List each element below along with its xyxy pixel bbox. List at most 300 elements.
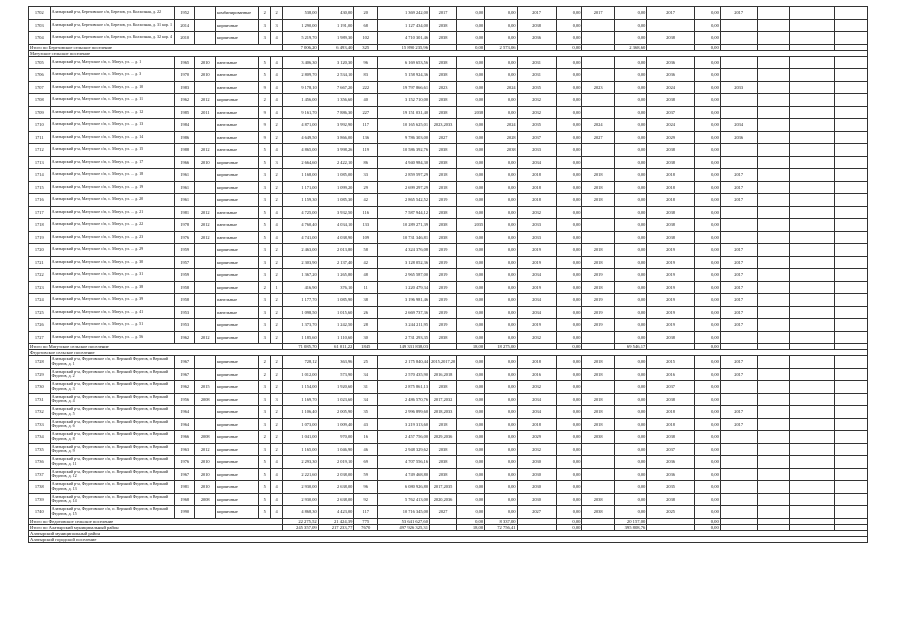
repair-year: 2015 xyxy=(195,381,216,394)
build-year: 1957 xyxy=(174,256,195,269)
living-area: 2 013,80 xyxy=(318,244,354,257)
value-8: 0,00 xyxy=(694,443,720,456)
subtotal-v1: 18,00 xyxy=(457,344,485,350)
empty-cell xyxy=(835,19,868,32)
value-5 xyxy=(582,94,614,107)
entrances: 3 xyxy=(271,156,283,169)
repair-cost: 5 158 924,36 xyxy=(378,69,430,82)
value-6: 0,00 xyxy=(614,306,646,319)
repair-year xyxy=(195,244,216,257)
value-4: 0,00 xyxy=(556,281,582,294)
build-year: 1967 xyxy=(174,356,195,369)
wall-material: кирпичные xyxy=(216,443,259,456)
empty-cell xyxy=(757,256,789,269)
subtotal-v4: 0,00 xyxy=(556,344,582,350)
living-area: 1 046,90 xyxy=(318,443,354,456)
address-cell: Алатырский р-н, Матузское с/п, с. Матуз, ул. ... д. 18 xyxy=(50,169,174,182)
value-9 xyxy=(720,206,757,219)
value-4: 0,00 xyxy=(556,194,582,207)
value-2: 0,00 xyxy=(485,56,517,69)
entrances: 4 xyxy=(271,206,283,219)
row-number: 1717 xyxy=(29,206,51,219)
subtotal-v4: 0,00 xyxy=(556,518,582,524)
value-9 xyxy=(720,456,757,469)
value-2: 0,00 xyxy=(485,481,517,494)
entrances: 4 xyxy=(271,468,283,481)
entrances: 2 xyxy=(271,131,283,144)
value-8: 0,00 xyxy=(694,194,720,207)
address-cell: Алатырский р-н, Матузское с/п, с. Матуз, ул. ... д. 41 xyxy=(50,306,174,319)
empty-cell xyxy=(757,32,789,45)
repair-cost: 10 289 271,39 xyxy=(378,219,430,232)
wall-material: кирпичные xyxy=(216,169,259,182)
value-8: 0,00 xyxy=(694,32,720,45)
value-8: 0,00 xyxy=(694,94,720,107)
floors: 5 xyxy=(259,156,271,169)
floors: 3 xyxy=(259,306,271,319)
empty-cell xyxy=(757,156,789,169)
row-number: 1713 xyxy=(29,156,51,169)
planned-year: 2038 xyxy=(430,19,457,32)
wall-material: кирпичные xyxy=(216,468,259,481)
empty-cell xyxy=(757,456,789,469)
empty-cell xyxy=(835,406,868,419)
value-7: 2019 xyxy=(647,319,695,332)
value-8: 0,00 xyxy=(694,306,720,319)
empty-cell xyxy=(757,144,789,157)
table-row xyxy=(29,219,868,232)
living-area: 3 932,50 xyxy=(318,206,354,219)
row-number: 1702 xyxy=(29,7,51,20)
row-number: 1706 xyxy=(29,69,51,82)
value-1: 0,00 xyxy=(457,381,485,394)
value-8: 0,00 xyxy=(694,231,720,244)
floors: 3 xyxy=(259,256,271,269)
entrances: 2 xyxy=(271,119,283,132)
address-cell: Алатырский р-н, Федотовское с/п, п. Верхний Федотов, п Верхний Федотов, д. 12 xyxy=(50,468,174,481)
floors: 5 xyxy=(259,219,271,232)
value-8: 0,00 xyxy=(694,393,720,406)
repair-year: 2010 xyxy=(195,69,216,82)
living-area: 7 886,30 xyxy=(318,106,354,119)
row-number: 1705 xyxy=(29,56,51,69)
residents: 83 xyxy=(354,69,378,82)
subtotal-s1: 22 275,52 xyxy=(283,518,319,524)
value-7: 2038 xyxy=(647,393,695,406)
build-year: 1953 xyxy=(174,306,195,319)
address-cell: Алатырский р-н, Федотовское с/п, п. Верхний Федотов, п Верхний Федотов, д. 4 xyxy=(50,393,174,406)
living-area: 4 034,10 xyxy=(318,219,354,232)
living-area: 1 265,80 xyxy=(318,269,354,282)
value-5: 2017 xyxy=(582,7,614,20)
address-cell: Алатырский р-н, Матузское с/п, с. Матуз, ул. ... д. 38 xyxy=(50,281,174,294)
value-5: 2018 xyxy=(582,244,614,257)
value-8: 0,00 xyxy=(694,169,720,182)
floors: 5 xyxy=(259,144,271,157)
entrances: 2 xyxy=(271,306,283,319)
value-1: 0,00 xyxy=(457,481,485,494)
total-area: 4 725,00 xyxy=(283,206,319,219)
value-2: 0,00 xyxy=(485,32,517,45)
value-1: 0,00 xyxy=(457,244,485,257)
value-5 xyxy=(582,468,614,481)
wall-material: кирпичные xyxy=(216,368,259,381)
total-area: 4 865,00 xyxy=(283,144,319,157)
empty-cell xyxy=(789,493,834,506)
residents: 43 xyxy=(354,418,378,431)
subtotal-p: 1845 xyxy=(354,344,378,350)
value-8: 0,00 xyxy=(694,468,720,481)
living-area: 2 038,00 xyxy=(318,468,354,481)
value-5: 2024 xyxy=(582,119,614,132)
total-area: 1 041,00 xyxy=(283,431,319,444)
value-6: 0,00 xyxy=(614,81,646,94)
value-5 xyxy=(582,206,614,219)
value-7: 2015 xyxy=(647,356,695,369)
value-7: 2038 xyxy=(647,144,695,157)
value-5: 2038 xyxy=(582,506,614,519)
value-4: 0,00 xyxy=(556,181,582,194)
value-8: 0,00 xyxy=(694,381,720,394)
living-area: 2 019,10 xyxy=(318,456,354,469)
value-6: 0,00 xyxy=(614,356,646,369)
planned-year: 2019 xyxy=(430,244,457,257)
empty-cell xyxy=(789,431,834,444)
floors: 5 xyxy=(259,231,271,244)
value-8: 0,00 xyxy=(694,456,720,469)
wall-material: комбинированные xyxy=(216,7,259,20)
address-cell: Алатырский р-н, Матузское с/п, с. Матуз, ул. ... д. 19 xyxy=(50,181,174,194)
value-8: 0,00 xyxy=(694,131,720,144)
value-6: 0,00 xyxy=(614,256,646,269)
living-area: 430,00 xyxy=(318,7,354,20)
living-area: 1 110,60 xyxy=(318,331,354,344)
subtotal-v2: 72 756,41 xyxy=(485,524,517,530)
empty-cell xyxy=(789,281,834,294)
empty-cell xyxy=(757,56,789,69)
entrances: 2 xyxy=(271,194,283,207)
wall-material: панельные xyxy=(216,56,259,69)
value-1: 0,00 xyxy=(457,443,485,456)
total-area: 4 649,50 xyxy=(283,131,319,144)
empty-cell xyxy=(789,393,834,406)
value-5: 2018 xyxy=(582,281,614,294)
value-1: 0,00 xyxy=(457,281,485,294)
empty-cell xyxy=(789,32,834,45)
value-4: 0,00 xyxy=(556,244,582,257)
wall-material: панельные xyxy=(216,231,259,244)
living-area: 970,00 xyxy=(318,431,354,444)
empty-cell xyxy=(757,381,789,394)
wall-material: кирпичные xyxy=(216,356,259,369)
value-5: 2019 xyxy=(582,294,614,307)
living-area: 3 998,26 xyxy=(318,144,354,157)
row-number: 1709 xyxy=(29,106,51,119)
value-7: 2016 xyxy=(647,368,695,381)
floors: 5 xyxy=(259,69,271,82)
wall-material: панельные xyxy=(216,106,259,119)
value-6: 0,00 xyxy=(614,431,646,444)
repair-year xyxy=(195,356,216,369)
empty-cell xyxy=(757,69,789,82)
value-3: 2037 xyxy=(517,131,556,144)
value-8: 0,00 xyxy=(694,331,720,344)
subtotal-label: Итого по Матузское сельское поселение xyxy=(29,344,283,350)
living-area: 1 085,00 xyxy=(318,169,354,182)
value-7: 2038 xyxy=(647,156,695,169)
floors: 2 xyxy=(259,281,271,294)
value-7: 2038 xyxy=(647,206,695,219)
repair-cost: 7 587 944,12 xyxy=(378,206,430,219)
value-3: 2034 xyxy=(517,156,556,169)
planned-year: 2020,2036 xyxy=(430,493,457,506)
subtotal-label: Итого по Федотовское сельское поселение xyxy=(29,518,283,524)
value-5 xyxy=(582,32,614,45)
row-number: 1708 xyxy=(29,94,51,107)
empty-cell xyxy=(789,69,834,82)
empty-cell xyxy=(789,194,834,207)
wall-material: кирпичные xyxy=(216,194,259,207)
residents: 35 xyxy=(354,406,378,419)
living-area: 1 099,20 xyxy=(318,181,354,194)
row-number: 1739 xyxy=(29,493,51,506)
empty-cell xyxy=(835,443,868,456)
empty-cell xyxy=(757,331,789,344)
build-year: 1953 xyxy=(174,319,195,332)
wall-material: кирпичные xyxy=(216,393,259,406)
planned-year: 2023,2033 xyxy=(430,119,457,132)
empty-cell xyxy=(835,393,868,406)
value-4: 0,00 xyxy=(556,456,582,469)
address-cell: Алатырский р-н, Матузское с/п, с. Матуз, ул. ... д. 22 xyxy=(50,219,174,232)
table-row xyxy=(29,406,868,419)
floors: 3 xyxy=(259,269,271,282)
value-8: 0,00 xyxy=(694,269,720,282)
total-area: 2 930,00 xyxy=(283,493,319,506)
entrances: 3 xyxy=(271,19,283,32)
value-7: 2019 xyxy=(647,269,695,282)
living-area: 2 137,40 xyxy=(318,256,354,269)
value-6: 0,00 xyxy=(614,506,646,519)
repair-year: 2012 xyxy=(195,231,216,244)
living-area: 1 085,90 xyxy=(318,294,354,307)
repair-cost: 3 244 211,95 xyxy=(378,319,430,332)
wall-material: панельные xyxy=(216,144,259,157)
value-3: 2018 xyxy=(517,169,556,182)
value-7: 2019 xyxy=(647,244,695,257)
residents: 86 xyxy=(354,156,378,169)
repair-cost: 4 324 376,08 xyxy=(378,244,430,257)
repair-year xyxy=(195,119,216,132)
total-area: 2 930,00 xyxy=(283,481,319,494)
residents: 69 xyxy=(354,456,378,469)
planned-year: 2023 xyxy=(430,81,457,94)
empty-cell xyxy=(757,7,789,20)
total-area: 4 741,00 xyxy=(283,231,319,244)
table-row xyxy=(29,418,868,431)
empty-cell xyxy=(835,331,868,344)
value-3: 2017 xyxy=(517,7,556,20)
value-6: 0,00 xyxy=(614,406,646,419)
value-5 xyxy=(582,219,614,232)
planned-year: 2019 xyxy=(430,256,457,269)
value-6: 0,00 xyxy=(614,56,646,69)
value-8: 0,00 xyxy=(694,368,720,381)
value-3: 2016 xyxy=(517,368,556,381)
entrances: 2 xyxy=(271,356,283,369)
planned-year: 2038 xyxy=(430,331,457,344)
row-number: 1716 xyxy=(29,194,51,207)
planned-year: 2019 xyxy=(430,281,457,294)
value-4: 0,00 xyxy=(556,431,582,444)
repair-year: 2012 xyxy=(195,144,216,157)
residents: 20 xyxy=(354,7,378,20)
entrances: 4 xyxy=(271,506,283,519)
empty-cell xyxy=(789,269,834,282)
row-number: 1711 xyxy=(29,131,51,144)
value-7: 2038 xyxy=(647,493,695,506)
table-row xyxy=(29,468,868,481)
value-4: 0,00 xyxy=(556,269,582,282)
subtotal-v8: 0,00 xyxy=(694,344,720,350)
empty-cell xyxy=(789,169,834,182)
value-2: 0,00 xyxy=(485,219,517,232)
empty-cell xyxy=(757,194,789,207)
value-4: 0,00 xyxy=(556,144,582,157)
entrances: 2 xyxy=(271,169,283,182)
empty-cell xyxy=(757,181,789,194)
empty-cell xyxy=(757,431,789,444)
living-area: 2 422,10 xyxy=(318,156,354,169)
table-row xyxy=(29,381,868,394)
value-3: 2018 xyxy=(517,418,556,431)
row-number: 1712 xyxy=(29,144,51,157)
table-row xyxy=(29,94,868,107)
residents: 28 xyxy=(354,319,378,332)
value-7: 2038 xyxy=(647,331,695,344)
row-number: 1723 xyxy=(29,281,51,294)
value-8: 0,00 xyxy=(694,493,720,506)
empty-cell xyxy=(789,131,834,144)
build-year: 1964 xyxy=(174,406,195,419)
repair-year xyxy=(195,306,216,319)
row-number: 1731 xyxy=(29,393,51,406)
empty-cell xyxy=(835,56,868,69)
floors: 3 xyxy=(259,169,271,182)
repair-year: 2008 xyxy=(195,493,216,506)
table-row xyxy=(29,81,868,94)
row-number: 1715 xyxy=(29,181,51,194)
entrances: 2 xyxy=(271,431,283,444)
residents: 30 xyxy=(354,331,378,344)
empty-cell xyxy=(789,443,834,456)
total-area: 538,00 xyxy=(283,7,319,20)
value-7: 2037 xyxy=(647,106,695,119)
total-area: 1 165,00 xyxy=(283,443,319,456)
living-area: 3 992,90 xyxy=(318,119,354,132)
value-4: 0,00 xyxy=(556,481,582,494)
table-row xyxy=(29,431,868,444)
section-header-row xyxy=(29,536,868,542)
wall-material: кирпичные xyxy=(216,281,259,294)
value-3: 2031 xyxy=(517,56,556,69)
floors: 9 xyxy=(259,131,271,144)
total-area: 1 373,70 xyxy=(283,319,319,332)
value-3: 2018 xyxy=(517,356,556,369)
value-7: 2036 xyxy=(647,56,695,69)
residents: 33 xyxy=(354,169,378,182)
row-number: 1719 xyxy=(29,231,51,244)
floors: 3 xyxy=(259,418,271,431)
total-area: 3 406,30 xyxy=(283,56,319,69)
empty-cell xyxy=(835,431,868,444)
value-1: 0,00 xyxy=(457,418,485,431)
build-year: 1981 xyxy=(174,481,195,494)
living-area: 363,96 xyxy=(318,356,354,369)
value-9 xyxy=(720,94,757,107)
value-7: 2025 xyxy=(647,506,695,519)
planned-year: 2027 xyxy=(430,131,457,144)
subtotal-v2: 8 337,00 xyxy=(485,518,517,524)
value-4: 0,00 xyxy=(556,468,582,481)
planned-year: 2016,2018 xyxy=(430,368,457,381)
value-9: 2017 xyxy=(720,181,757,194)
table-row xyxy=(29,32,868,45)
repair-cost: 2 948 329,62 xyxy=(378,443,430,456)
repair-cost: 2 669 737,36 xyxy=(378,306,430,319)
value-7: 2038 xyxy=(647,431,695,444)
planned-year: 2019 xyxy=(430,319,457,332)
empty-cell xyxy=(757,106,789,119)
build-year: 1988 xyxy=(174,144,195,157)
repair-year: 2012 xyxy=(195,331,216,344)
section-title: Матузское сельское поселение xyxy=(29,50,868,56)
value-7: 2019 xyxy=(647,294,695,307)
value-9: 2017 xyxy=(720,269,757,282)
entrances: 4 xyxy=(271,106,283,119)
empty-cell xyxy=(757,281,789,294)
empty-cell xyxy=(789,19,834,32)
value-3: 2032 xyxy=(517,206,556,219)
row-number: 1730 xyxy=(29,381,51,394)
empty-cell xyxy=(757,368,789,381)
floors: 5 xyxy=(259,56,271,69)
wall-material: панельные xyxy=(216,69,259,82)
value-1: 0,00 xyxy=(457,406,485,419)
living-area: 3 866,00 xyxy=(318,131,354,144)
repair-cost: 2 175 840,44 xyxy=(378,356,430,369)
empty-cell xyxy=(835,32,868,45)
value-9: 2017 xyxy=(720,281,757,294)
value-2: 0,00 xyxy=(485,106,517,119)
value-7: 2024 xyxy=(647,81,695,94)
value-4: 0,00 xyxy=(556,368,582,381)
residents: 42 xyxy=(354,194,378,207)
repair-cost: 19 797 866,61 xyxy=(378,81,430,94)
address-cell: Алатырский р-н, Федотовское с/п, п. Верхний Федотов, п Верхний Федотов, д. 3 xyxy=(50,381,174,394)
value-3: 2034 xyxy=(517,294,556,307)
residents: 59 xyxy=(354,468,378,481)
living-area: 2 534,10 xyxy=(318,69,354,82)
build-year: 1962 xyxy=(174,331,195,344)
build-year: 1978 xyxy=(174,219,195,232)
empty-cell xyxy=(757,393,789,406)
repair-cost: 10 731 346,81 xyxy=(378,231,430,244)
residents: 58 xyxy=(354,244,378,257)
value-3: 2033 xyxy=(517,219,556,232)
table-row xyxy=(29,331,868,344)
floors: 5 xyxy=(259,493,271,506)
